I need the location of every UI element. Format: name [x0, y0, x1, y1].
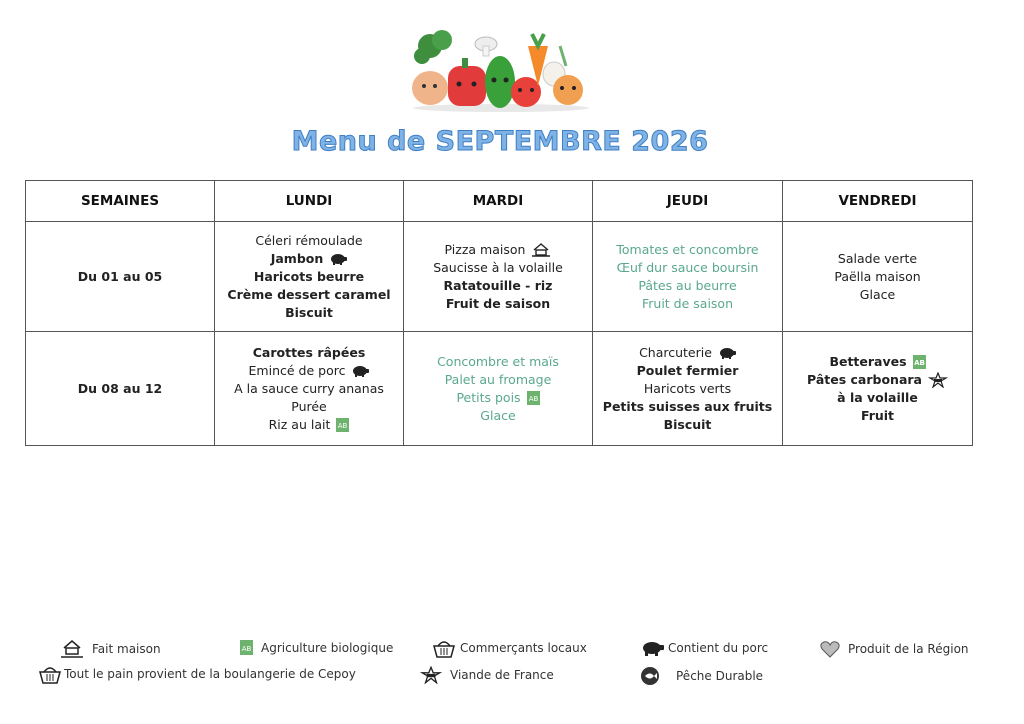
dish — [597, 344, 778, 362]
pig-icon — [640, 640, 664, 656]
legend-label: Fait maison — [92, 642, 161, 656]
legend-label: Viande de France — [450, 668, 554, 682]
viande-france-icon — [928, 372, 948, 388]
dish — [787, 250, 968, 268]
svg-text:AB: AB — [913, 359, 925, 367]
dish — [408, 371, 588, 389]
cell-mardi — [404, 222, 593, 332]
page-title: Menu de SEPTEMBRE 2026 — [291, 126, 709, 157]
legend-label: Commerçants locaux — [460, 641, 587, 655]
dish — [597, 241, 778, 259]
dish — [408, 353, 588, 371]
dish — [408, 277, 588, 295]
basket-icon — [38, 664, 62, 684]
dish — [408, 295, 588, 313]
cell-vendredi — [783, 222, 973, 332]
dish — [219, 268, 399, 286]
legend-bio — [240, 640, 393, 655]
dish-text: Petits suisses aux fruits — [602, 398, 773, 414]
svg-text:AB: AB — [338, 422, 348, 430]
dish — [219, 362, 399, 380]
dish-text: à la volaille — [837, 389, 918, 405]
dish-text: Purée — [291, 398, 327, 414]
pig-icon — [329, 253, 347, 265]
dish — [787, 286, 968, 304]
cell-lundi — [215, 222, 404, 332]
fish-icon — [640, 666, 660, 686]
legend-label: Agriculture biologique — [261, 640, 394, 655]
dish-text: Jambon — [270, 250, 324, 266]
dish-text: Betteraves — [829, 353, 907, 369]
dish — [408, 259, 588, 277]
legend-pain — [38, 664, 356, 684]
dish-text: Haricots verts — [643, 380, 732, 396]
dish-text: Concombre et maïs — [437, 353, 559, 369]
dish — [597, 416, 778, 434]
dish — [787, 389, 968, 407]
dish-text: Haricots beurre — [253, 268, 365, 284]
legend-porc — [640, 640, 768, 656]
dish — [597, 362, 778, 380]
svg-text:AB: AB — [528, 395, 538, 403]
legend-label: Produit de la Région — [848, 642, 969, 656]
pig-icon — [351, 365, 369, 377]
dish-text: Céleri rémoulade — [255, 232, 363, 248]
fait-maison-icon — [531, 243, 551, 257]
week-label: Du 01 au 05 — [26, 222, 215, 332]
dish — [219, 304, 399, 322]
dish — [408, 407, 588, 425]
dish — [787, 268, 968, 286]
dish — [597, 295, 778, 313]
cell-jeudi — [593, 332, 783, 446]
dish — [219, 344, 399, 362]
dish — [787, 407, 968, 425]
week-row — [26, 222, 973, 332]
dish-text: Biscuit — [663, 416, 712, 432]
cell-lundi — [215, 332, 404, 446]
dish-text: Paëlla maison — [834, 268, 921, 284]
dish-text: Palet au fromage — [444, 371, 552, 387]
dish — [408, 241, 588, 259]
legend-viande — [420, 666, 554, 684]
col-lundi: LUNDI — [215, 181, 404, 222]
week-label: Du 08 au 12 — [26, 332, 215, 446]
dish — [597, 259, 778, 277]
dish — [787, 371, 968, 389]
dish-text: Riz au lait — [268, 416, 331, 432]
dish — [219, 380, 399, 398]
dish-text: Pizza maison — [444, 241, 526, 257]
dish-text: Pâtes au beurre — [638, 277, 737, 293]
dish — [597, 277, 778, 295]
cell-mardi — [404, 332, 593, 446]
basket-icon — [432, 638, 456, 658]
dish-text: Glace — [480, 407, 516, 423]
dish-text: Pâtes carbonara — [807, 371, 922, 387]
pig-icon — [718, 347, 736, 359]
legend-label: Pêche Durable — [676, 669, 764, 683]
legend-label: Tout le pain provient de la boulangerie de Cepoy — [64, 667, 356, 681]
dish — [597, 398, 778, 416]
week-row — [26, 332, 973, 446]
dish-text: Fruit — [860, 407, 895, 423]
legend-label: Contient du porc — [668, 641, 769, 655]
dish — [219, 398, 399, 416]
bio-icon — [913, 355, 926, 369]
legend-peche — [640, 666, 763, 686]
svg-text:AB: AB — [241, 645, 252, 653]
dish-text: Fruit de saison — [445, 295, 551, 311]
vegetables-illustration — [408, 26, 594, 112]
header-row — [26, 181, 973, 222]
dish-text: Poulet fermier — [636, 362, 739, 378]
dish-text: Ratatouille - riz — [443, 277, 553, 293]
legend-commercants — [432, 638, 587, 658]
dish-text: Charcuterie — [639, 344, 712, 360]
col-vendredi: VENDREDI — [783, 181, 973, 222]
dish — [597, 380, 778, 398]
dish-text: Saucisse à la volaille — [433, 259, 563, 275]
col-jeudi: JEUDI — [593, 181, 783, 222]
dish-text: Carottes râpées — [252, 344, 366, 360]
dish — [787, 353, 968, 371]
dish-text: Salade verte — [837, 250, 918, 266]
dish-text: Crème dessert caramel — [227, 286, 391, 302]
col-mardi: MARDI — [404, 181, 593, 222]
dish-text: A la sauce curry ananas — [234, 380, 384, 396]
dish-text: Fruit de saison — [641, 295, 733, 311]
dish-text: Tomates et concombre — [616, 241, 759, 257]
bio-icon — [527, 391, 540, 405]
menu-table — [25, 180, 973, 446]
dish — [219, 250, 399, 268]
col-semaines: SEMAINES — [26, 181, 215, 222]
dish — [219, 416, 399, 434]
dish-text: Petits pois — [456, 389, 521, 405]
fait-maison-icon — [60, 640, 84, 658]
region-icon — [820, 640, 840, 658]
cell-jeudi — [593, 222, 783, 332]
bio-icon — [240, 640, 253, 655]
dish-text: Œuf dur sauce boursin — [616, 259, 759, 275]
dish-text: Glace — [859, 286, 896, 302]
viande-france-icon — [420, 666, 442, 684]
legend-fait-maison — [60, 640, 161, 658]
dish — [408, 389, 588, 407]
cell-vendredi — [783, 332, 973, 446]
dish-text: Biscuit — [285, 304, 333, 320]
legend-region — [820, 640, 969, 658]
dish — [219, 232, 399, 250]
dish-text: Emincé de porc — [248, 362, 346, 378]
dish — [219, 286, 399, 304]
bio-icon — [336, 418, 349, 432]
